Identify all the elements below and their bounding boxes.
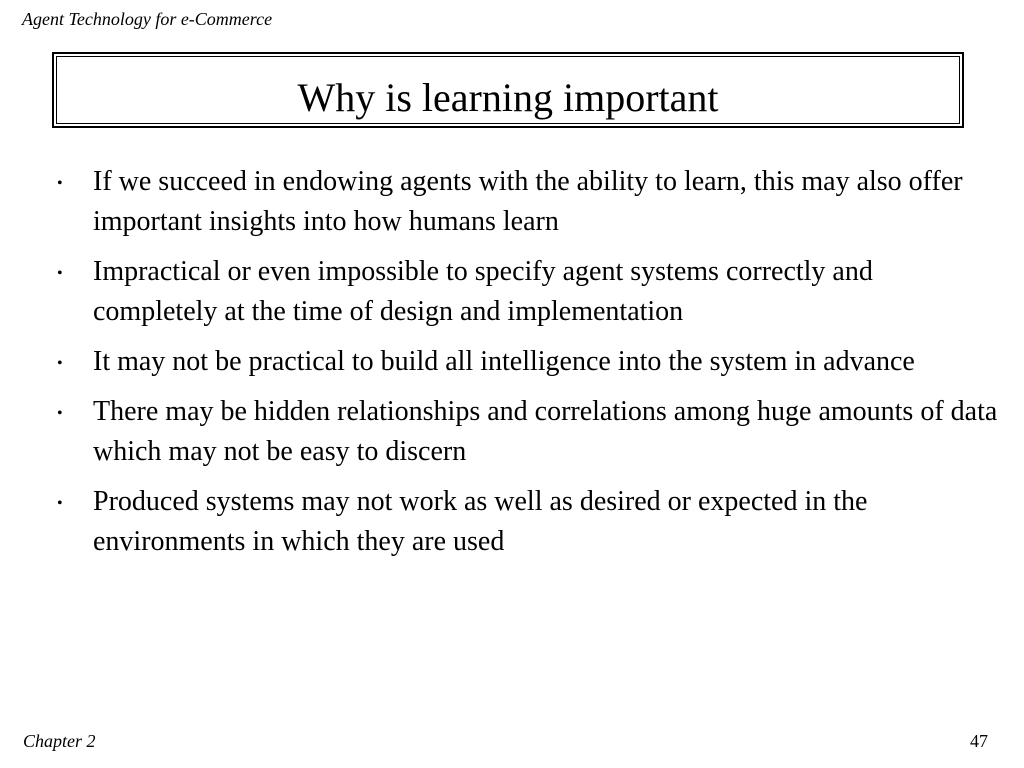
header-text: Agent Technology for e-Commerce: [22, 9, 273, 29]
bullet-text: There may be hidden relationships and correlations among huge amounts of data which may not be easy to discern: [93, 396, 998, 467]
list-item: [54, 252, 1004, 332]
bullet-text: Produced systems may not work as well as desired or expected in the environments in which they are used: [93, 486, 868, 557]
list-item: [54, 162, 1004, 242]
bullet-list: [54, 162, 1004, 572]
footer-chapter: Chapter 2: [23, 731, 96, 751]
page-number: 47: [970, 731, 988, 751]
bullet-icon: •: [57, 355, 63, 372]
bullet-icon: •: [57, 495, 63, 512]
slide-title: Why is learning important: [297, 75, 719, 120]
list-item: [54, 392, 1004, 472]
title-box: [52, 52, 964, 128]
bullet-icon: •: [57, 405, 63, 422]
bullet-text: It may not be practical to build all intelligence into the system in advance: [93, 346, 915, 377]
bullet-text: If we succeed in endowing agents with the ability to learn, this may also offer important insights into how humans learn: [93, 166, 963, 237]
list-item: [54, 342, 1004, 382]
list-item: [54, 482, 1004, 562]
bullet-icon: •: [57, 265, 63, 282]
bullet-text: Impractical or even impossible to specify agent systems correctly and completely at the time of design and implementation: [93, 256, 873, 327]
bullet-icon: •: [57, 175, 63, 192]
